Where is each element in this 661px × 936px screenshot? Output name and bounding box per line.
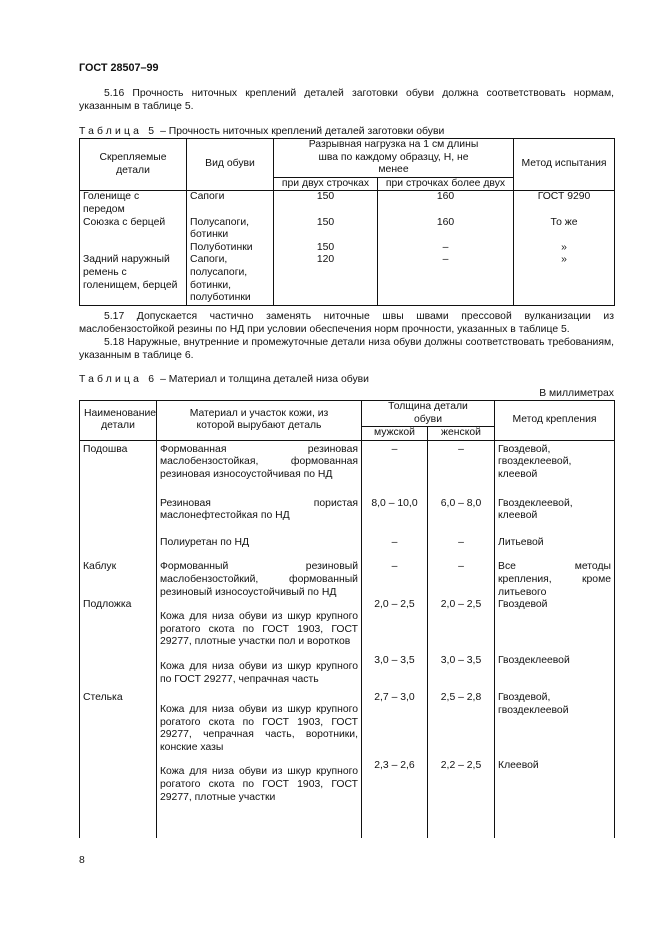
t6-cell-method: Клеевой bbox=[495, 760, 615, 838]
t6-cell-male: – bbox=[362, 537, 428, 562]
table-5 bbox=[79, 138, 615, 306]
table6-caption bbox=[79, 374, 369, 387]
t6-cell-female: 2,2 – 2,5 bbox=[428, 760, 495, 838]
table-row bbox=[80, 692, 615, 760]
t5-cell-footwear: Полусапоги, ботинки bbox=[187, 217, 274, 242]
t5-cell-footwear: Сапоги bbox=[187, 191, 274, 217]
t6-cell-female: – bbox=[428, 440, 495, 497]
t6-cell-name: Подошва bbox=[80, 440, 157, 497]
t6-cell-method: Гвоздевой bbox=[495, 599, 615, 655]
table6-caption-text: – Материал и толщина деталей низа обуви bbox=[157, 374, 369, 385]
t5-cell-parts: Задний наружный ремень с голенищем, берцей bbox=[80, 254, 187, 305]
t6-cell-female: 3,0 – 3,5 bbox=[428, 655, 495, 692]
t6-cell-method: Гвоздевой, гвоздеклеевой bbox=[495, 692, 615, 760]
t5-header-method: Метод испытания bbox=[514, 139, 615, 191]
paragraph-5-17: 5.17 Допускается частично заменять ниточные швы швами прессовой вулканизации из маслобензостойкой резины по НД при условии обеспечения норм прочности, указанных в таблице 5. bbox=[79, 311, 614, 335]
t5-cell-two: 150 bbox=[274, 191, 378, 217]
t5-header-footwear: Вид обуви bbox=[187, 139, 274, 191]
t6-cell-name bbox=[80, 760, 157, 838]
t5-cell-two: 150 bbox=[274, 242, 378, 255]
t6-cell-material: Кожа для низа обуви из шкур крупного по ГОСТ 29277, чепрачная часть bbox=[157, 655, 362, 692]
t6-cell-material: Кожа для низа обуви из шкур крупного рогатого скота по ГОСТ 1903, ГОСТ 29277, плотные участки пол и воротков bbox=[157, 599, 362, 655]
t6-cell-name: Стелька bbox=[80, 692, 157, 760]
t6-cell-material: Кожа для низа обуви из шкур крупного рогатого скота по ГОСТ 1903, ГОСТ 29277, плотные участки bbox=[157, 760, 362, 838]
paragraph-5-16: 5.16 Прочность ниточных креплений деталей заготовки обуви должна соответствовать нормам, указанным в таблице 5. bbox=[79, 88, 614, 112]
table-row bbox=[80, 498, 615, 537]
t6-cell-female: – bbox=[428, 537, 495, 562]
page-number: 8 bbox=[79, 855, 85, 866]
table5-caption-label: Таблица 5 bbox=[79, 126, 158, 137]
t5-header-load-two: при двух строчках bbox=[274, 177, 378, 191]
table-row bbox=[80, 655, 615, 692]
table5-caption-text: – Прочность ниточных креплений деталей заготовки обуви bbox=[157, 126, 445, 137]
t6-header-thickness: Толщина детали обуви bbox=[362, 401, 495, 427]
t5-cell-more: – bbox=[378, 242, 514, 255]
t6-cell-name bbox=[80, 655, 157, 692]
table-row bbox=[80, 599, 615, 655]
table-row bbox=[80, 440, 615, 497]
table-row bbox=[80, 254, 615, 305]
t6-cell-female: 2,0 – 2,5 bbox=[428, 599, 495, 655]
table-row bbox=[80, 537, 615, 562]
t6-cell-name: Каблук bbox=[80, 561, 157, 599]
document-standard-id: ГОСТ 28507–99 bbox=[79, 62, 159, 74]
t6-cell-method: Гвоздеклеевой bbox=[495, 655, 615, 692]
t5-cell-more: 160 bbox=[378, 217, 514, 242]
t6-cell-female: 6,0 – 8,0 bbox=[428, 498, 495, 537]
table-row bbox=[80, 760, 615, 838]
t6-cell-method: Гвоздевой, гвоздеклеевой, клеевой bbox=[495, 440, 615, 497]
t6-cell-male: – bbox=[362, 440, 428, 497]
t6-header-name: Наименование детали bbox=[80, 401, 157, 441]
t5-cell-more: 160 bbox=[378, 191, 514, 217]
table-row bbox=[80, 191, 615, 217]
t5-cell-method: ГОСТ 9290 bbox=[514, 191, 615, 217]
t6-cell-material: Кожа для низа обуви из шкур крупного рогатого скота по ГОСТ 1903, ГОСТ 29277, чепрачная часть, воротники, конские хазы bbox=[157, 692, 362, 760]
t5-cell-method: » bbox=[514, 254, 615, 305]
t6-cell-method: Все методы крепления, кроме литьевого bbox=[495, 561, 615, 599]
t6-cell-male: – bbox=[362, 561, 428, 599]
t5-cell-more: – bbox=[378, 254, 514, 305]
t5-cell-method: » bbox=[514, 242, 615, 255]
t6-cell-material: Полиуретан по НД bbox=[157, 537, 362, 562]
t6-cell-method: Гвоздеклеевой, клеевой bbox=[495, 498, 615, 537]
t6-cell-male: 8,0 – 10,0 bbox=[362, 498, 428, 537]
t5-cell-two: 120 bbox=[274, 254, 378, 305]
t6-cell-female: – bbox=[428, 561, 495, 599]
t6-cell-female: 2,5 – 2,8 bbox=[428, 692, 495, 760]
t6-cell-material: Формованный резиновый маслобензостойкий, формованный резиновый износоустойчивый по НД bbox=[157, 561, 362, 599]
t6-cell-name bbox=[80, 537, 157, 562]
t6-cell-name bbox=[80, 498, 157, 537]
t6-cell-male: 2,3 – 2,6 bbox=[362, 760, 428, 838]
paragraph-5-18: 5.18 Наружные, внутренние и промежуточные детали низа обуви должны соответствовать требованиям, указанным в таблице 6. bbox=[79, 337, 614, 361]
t5-cell-footwear: Сапоги, полусапоги, ботинки, полуботинки bbox=[187, 254, 274, 305]
table-row bbox=[80, 217, 615, 242]
t6-cell-name: Подложка bbox=[80, 599, 157, 655]
t6-header-male: мужской bbox=[362, 427, 428, 441]
t5-cell-parts: Голенище с передом bbox=[80, 191, 187, 217]
t6-cell-male: 2,7 – 3,0 bbox=[362, 692, 428, 760]
t6-cell-material: Формованная резиновая маслобензостойкая, формованная резиновая износоустойчивая по НД bbox=[157, 440, 362, 497]
table-row bbox=[80, 242, 615, 255]
t5-cell-two: 150 bbox=[274, 217, 378, 242]
t6-header-female: женской bbox=[428, 427, 495, 441]
table5-caption bbox=[79, 126, 444, 139]
t6-header-material: Материал и участок кожи, из которой вырубают деталь bbox=[157, 401, 362, 441]
table-6 bbox=[79, 400, 615, 838]
t5-header-load-more: при строчках более двух bbox=[378, 177, 514, 191]
table-row bbox=[80, 561, 615, 599]
t5-cell-parts: Союзка с берцей bbox=[80, 217, 187, 242]
t5-cell-parts bbox=[80, 242, 187, 255]
t6-header-method: Метод крепления bbox=[495, 401, 615, 441]
t6-cell-method: Литьевой bbox=[495, 537, 615, 562]
t6-cell-male: 3,0 – 3,5 bbox=[362, 655, 428, 692]
t5-cell-method: То же bbox=[514, 217, 615, 242]
t6-cell-material: Резиновая пористая маслонефтестойкая по НД bbox=[157, 498, 362, 537]
t5-header-load: Разрывная нагрузка на 1 см длины шва по каждому образцу, Н, не менее bbox=[274, 139, 514, 178]
table6-caption-label: Таблица 6 bbox=[79, 374, 158, 385]
t6-cell-male: 2,0 – 2,5 bbox=[362, 599, 428, 655]
t5-header-parts: Скрепляемые детали bbox=[80, 139, 187, 191]
table6-units-note: В миллиметрах bbox=[539, 388, 614, 399]
t5-cell-footwear: Полуботинки bbox=[187, 242, 274, 255]
